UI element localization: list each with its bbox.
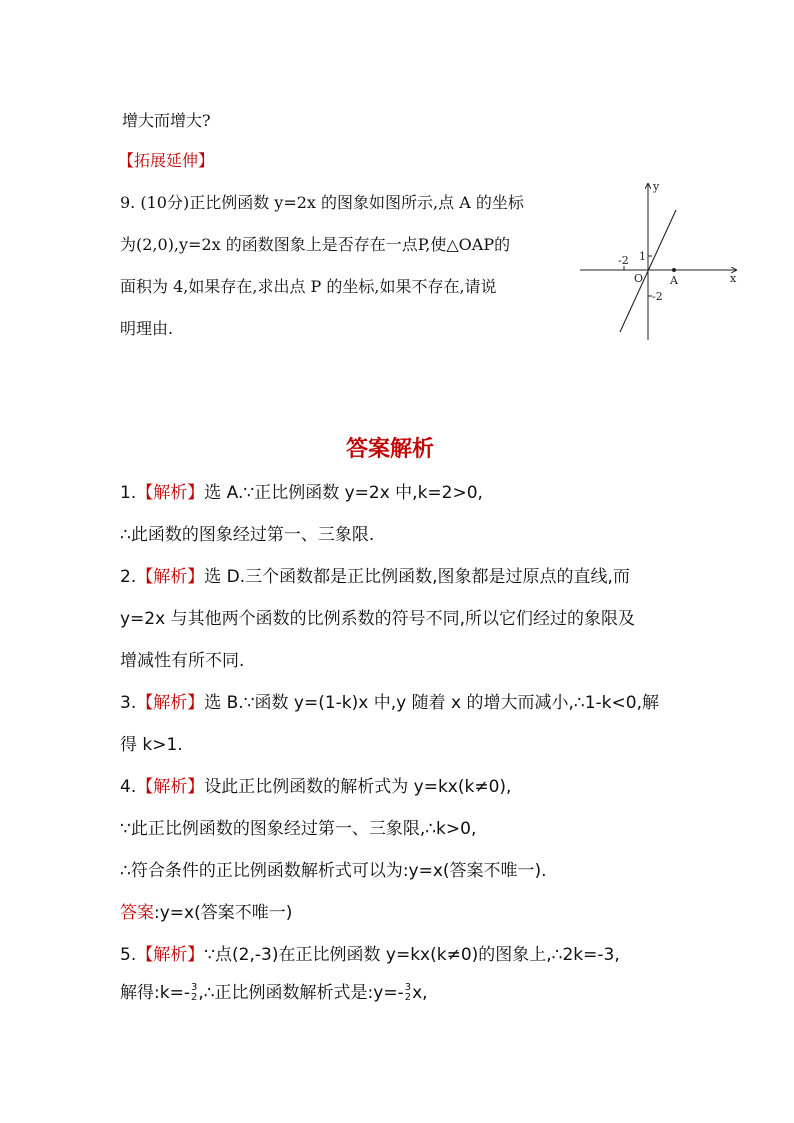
section-heading: 【拓展延伸】 <box>118 151 215 170</box>
answer-2-line1: 2.【解析】选 D.三个函数都是正比例函数,图象都是过原点的直线,而 <box>120 567 630 587</box>
answer-4-final: 答案:y=x(答案不唯一) <box>120 903 293 923</box>
answer-1-line2: ∴此函数的图象经过第一、三象限. <box>120 525 375 545</box>
q9-line3: 面积为 4,如果存在,求出点 P 的坐标,如果不存在,请说 <box>120 277 497 296</box>
answer-2-line2: y=2x 与其他两个函数的比例系数的符号不同,所以它们经过的象限及 <box>120 609 635 629</box>
origin-label: O <box>634 272 644 285</box>
answer-3-line1: 3.【解析】选 B.∵函数 y=(1-k)x 中,y 随着 x 的增大而减小,∴1-k<0,解 <box>120 693 659 713</box>
y-axis-label: y <box>653 180 660 193</box>
question-tail: 增大而增大? <box>122 111 211 130</box>
function-graph <box>578 178 746 342</box>
answer-1-line1: 1.【解析】选 A.∵正比例函数 y=2x 中,k=2>0, <box>120 483 483 503</box>
q9-line4: 明理由. <box>120 319 174 338</box>
answer-4-line1: 4.【解析】设此正比例函数的解析式为 y=kx(k≠0), <box>120 777 512 797</box>
fraction-3-2-b: 3 2 <box>404 982 412 1003</box>
label-x-neg2: -2 <box>618 254 629 267</box>
answer-3-line2: 得 k>1. <box>120 735 183 755</box>
answer-4-line2: ∵此正比例函数的图象经过第一、三象限,∴k>0, <box>120 819 477 839</box>
label-y-neg2: -2 <box>652 290 663 303</box>
x-axis-label: x <box>730 272 737 285</box>
point-a <box>672 268 676 272</box>
q9-line1: 9. (10分)正比例函数 y=2x 的图象如图所示,点 A 的坐标 <box>120 193 524 212</box>
answer-title: 答案解析 <box>346 437 435 462</box>
q9-line2: 为(2,0),y=2x 的函数图象上是否存在一点P,使△OAP的 <box>120 235 511 254</box>
answer-5-line2: 解得:k=- 3 2 ,∴正比例函数解析式是:y=- 3 2 x, <box>120 982 428 1003</box>
answer-5-line1: 5.【解析】∵点(2,-3)在正比例函数 y=kx(k≠0)的图象上,∴2k=-3, <box>120 945 620 965</box>
point-a-label: A <box>670 274 678 287</box>
fraction-3-2: 3 2 <box>190 982 198 1003</box>
label-y-1: 1 <box>639 250 646 263</box>
answer-4-line3: ∴符合条件的正比例函数解析式可以为:y=x(答案不唯一). <box>120 861 547 881</box>
answer-2-line3: 增减性有所不同. <box>120 651 245 671</box>
